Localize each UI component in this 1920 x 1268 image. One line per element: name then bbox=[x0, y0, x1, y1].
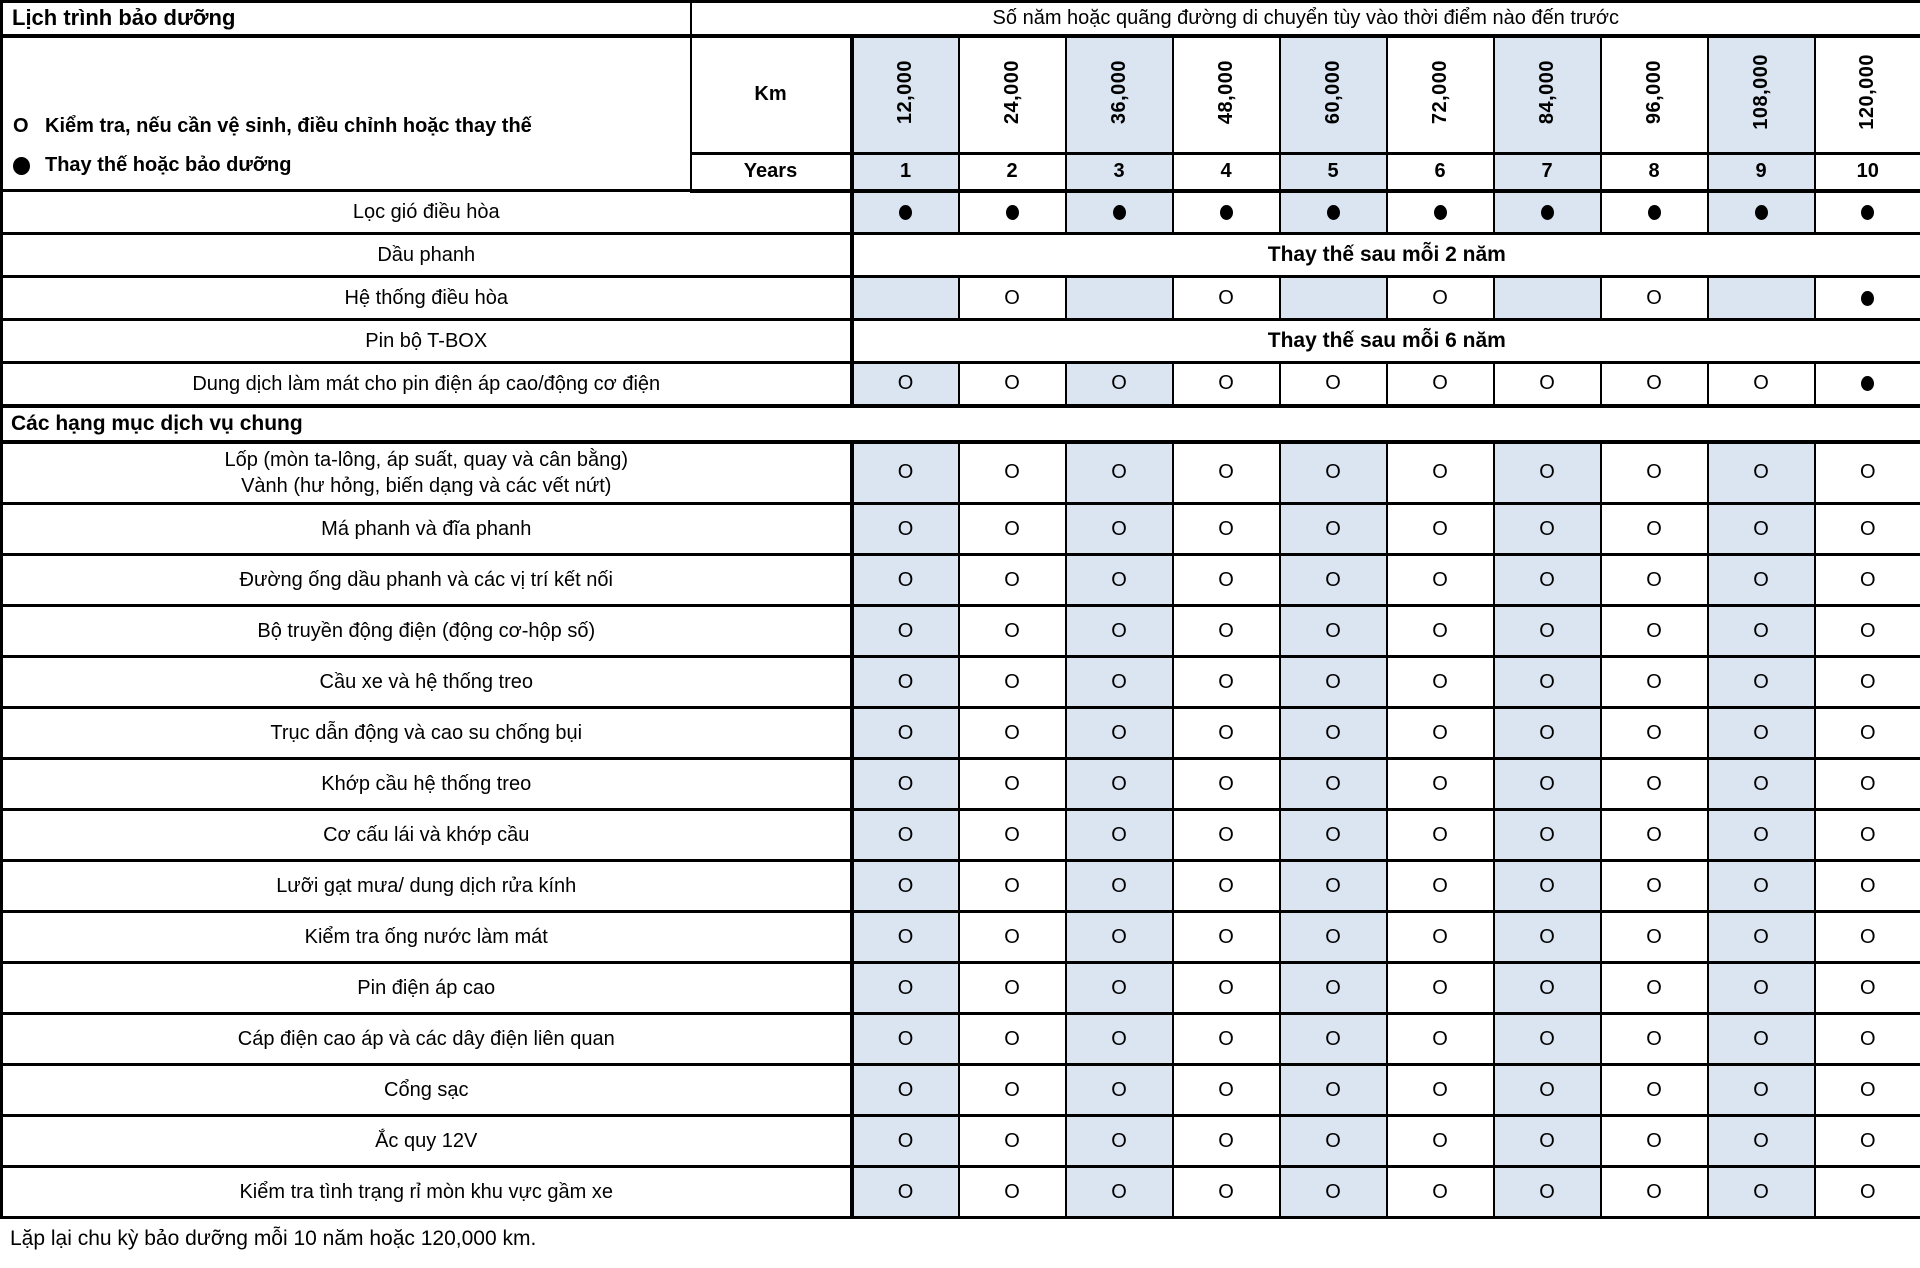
schedule-cell: O bbox=[1280, 555, 1387, 606]
schedule-cell: O bbox=[1494, 606, 1601, 657]
schedule-cell: O bbox=[1173, 277, 1280, 320]
schedule-cell: O bbox=[1708, 363, 1815, 406]
schedule-cell: O bbox=[1173, 1014, 1280, 1065]
km-header-cell bbox=[959, 36, 1066, 154]
km-value-label: 12,000 bbox=[894, 59, 916, 124]
row-label: Ắc quy 12V bbox=[2, 1116, 852, 1167]
schedule-cell: O bbox=[1708, 1065, 1815, 1116]
km-value-label: 72,000 bbox=[1428, 59, 1451, 124]
schedule-cell: O bbox=[959, 1014, 1066, 1065]
row-label: Pin điện áp cao bbox=[2, 963, 852, 1014]
schedule-cell: O bbox=[1387, 708, 1494, 759]
replace-dot-icon bbox=[1327, 205, 1340, 220]
page-title: Lịch trình bảo dưỡng bbox=[2, 2, 691, 36]
schedule-row bbox=[2, 963, 1920, 1014]
schedule-cell bbox=[1494, 277, 1601, 320]
schedule-cell: O bbox=[1387, 363, 1494, 406]
schedule-cell: O bbox=[1815, 963, 1920, 1014]
schedule-cell: O bbox=[852, 504, 959, 555]
schedule-cell: O bbox=[852, 555, 959, 606]
schedule-cell bbox=[1494, 191, 1601, 234]
schedule-row bbox=[2, 657, 1920, 708]
schedule-cell: O bbox=[1066, 708, 1173, 759]
replace-dot-icon bbox=[1648, 205, 1661, 220]
schedule-cell: O bbox=[1708, 759, 1815, 810]
schedule-cell: O bbox=[1173, 810, 1280, 861]
schedule-row bbox=[2, 442, 1920, 504]
schedule-cell: O bbox=[1066, 1065, 1173, 1116]
schedule-cell: O bbox=[959, 504, 1066, 555]
schedule-cell: O bbox=[1601, 963, 1708, 1014]
schedule-cell: O bbox=[852, 963, 959, 1014]
schedule-cell: O bbox=[1494, 442, 1601, 504]
schedule-cell: O bbox=[1173, 1065, 1280, 1116]
schedule-cell: O bbox=[1280, 504, 1387, 555]
schedule-row bbox=[2, 861, 1920, 912]
km-header-cell bbox=[1708, 36, 1815, 154]
year-header-cell: 4 bbox=[1173, 154, 1280, 191]
schedule-cell: O bbox=[1387, 759, 1494, 810]
schedule-cell bbox=[1815, 191, 1920, 234]
years-label: Years bbox=[691, 154, 852, 191]
schedule-cell: O bbox=[1173, 363, 1280, 406]
title-row bbox=[2, 2, 1920, 36]
schedule-row bbox=[2, 555, 1920, 606]
schedule-cell: O bbox=[1494, 657, 1601, 708]
schedule-cell: O bbox=[1708, 555, 1815, 606]
schedule-cell: O bbox=[1066, 606, 1173, 657]
schedule-cell: O bbox=[1815, 1065, 1920, 1116]
schedule-cell: O bbox=[959, 963, 1066, 1014]
schedule-cell: O bbox=[1494, 363, 1601, 406]
schedule-cell: O bbox=[1066, 912, 1173, 963]
legend-cell bbox=[2, 36, 691, 191]
schedule-cell: O bbox=[1815, 1014, 1920, 1065]
replace-dot-icon bbox=[13, 157, 30, 175]
schedule-cell: O bbox=[1066, 861, 1173, 912]
section-header: Các hạng mục dịch vụ chung bbox=[2, 406, 1920, 442]
schedule-cell: O bbox=[959, 1116, 1066, 1167]
schedule-cell: O bbox=[1387, 657, 1494, 708]
schedule-cell: O bbox=[1708, 1167, 1815, 1218]
km-header-cell bbox=[1066, 36, 1173, 154]
schedule-cell: O bbox=[1708, 708, 1815, 759]
header-span: Số năm hoặc quãng đường di chuyển tùy vào thời điểm nào đến trước bbox=[691, 2, 1920, 36]
schedule-cell: O bbox=[1708, 1014, 1815, 1065]
schedule-cell: O bbox=[1815, 1116, 1920, 1167]
schedule-cell: O bbox=[852, 1014, 959, 1065]
replace-dot-icon bbox=[1861, 376, 1874, 391]
footer-note: Lặp lại chu kỳ bảo dưỡng mỗi 10 năm hoặc 120,000 km. bbox=[10, 1227, 537, 1250]
schedule-cell: O bbox=[1280, 810, 1387, 861]
km-header-cell bbox=[1387, 36, 1494, 154]
schedule-cell: O bbox=[1280, 963, 1387, 1014]
schedule-cell bbox=[852, 277, 959, 320]
schedule-cell: O bbox=[959, 912, 1066, 963]
schedule-cell: O bbox=[1387, 861, 1494, 912]
schedule-cell: O bbox=[1601, 1014, 1708, 1065]
schedule-cell: O bbox=[1173, 442, 1280, 504]
km-value-label: 60,000 bbox=[1321, 59, 1344, 124]
schedule-cell: O bbox=[852, 1167, 959, 1218]
schedule-cell: O bbox=[1815, 708, 1920, 759]
schedule-cell: O bbox=[959, 277, 1066, 320]
schedule-cell: O bbox=[1280, 1014, 1387, 1065]
schedule-cell: O bbox=[1815, 759, 1920, 810]
schedule-cell: O bbox=[1601, 606, 1708, 657]
schedule-cell: O bbox=[1494, 810, 1601, 861]
schedule-cell: O bbox=[959, 1167, 1066, 1218]
schedule-cell: O bbox=[1708, 504, 1815, 555]
schedule-row bbox=[2, 504, 1920, 555]
schedule-cell bbox=[1280, 277, 1387, 320]
legend-inspect-text: Kiểm tra, nếu cần vệ sinh, điều chỉnh hoặc thay thế bbox=[45, 115, 532, 137]
schedule-cell: O bbox=[1708, 810, 1815, 861]
schedule-cell: O bbox=[1173, 657, 1280, 708]
km-header-cell bbox=[1494, 36, 1601, 154]
schedule-cell: O bbox=[1280, 363, 1387, 406]
schedule-cell: O bbox=[1280, 708, 1387, 759]
legend-replace-text: Thay thế hoặc bảo dưỡng bbox=[45, 154, 292, 176]
schedule-cell bbox=[1708, 277, 1815, 320]
schedule-cell: O bbox=[1173, 504, 1280, 555]
row-label: Bộ truyền động điện (động cơ-hộp số) bbox=[2, 606, 852, 657]
schedule-cell: O bbox=[1387, 810, 1494, 861]
schedule-cell: O bbox=[1173, 555, 1280, 606]
schedule-cell: O bbox=[1387, 606, 1494, 657]
schedule-cell: O bbox=[1601, 1167, 1708, 1218]
schedule-cell: O bbox=[1494, 1167, 1601, 1218]
schedule-cell: O bbox=[959, 657, 1066, 708]
schedule-cell: O bbox=[1601, 277, 1708, 320]
schedule-cell: O bbox=[1815, 810, 1920, 861]
schedule-cell: O bbox=[1815, 504, 1920, 555]
schedule-cell: O bbox=[1494, 1014, 1601, 1065]
year-header-cell: 7 bbox=[1494, 154, 1601, 191]
schedule-row bbox=[2, 277, 1920, 320]
schedule-row bbox=[2, 1065, 1920, 1116]
schedule-cell: O bbox=[852, 442, 959, 504]
schedule-cell: O bbox=[852, 1116, 959, 1167]
section-header-row bbox=[2, 406, 1920, 442]
schedule-row bbox=[2, 708, 1920, 759]
row-label: Cổng sạc bbox=[2, 1065, 852, 1116]
schedule-cell: O bbox=[1387, 1065, 1494, 1116]
schedule-cell: O bbox=[1494, 912, 1601, 963]
replace-dot-icon bbox=[1541, 205, 1554, 220]
schedule-cell: O bbox=[1066, 363, 1173, 406]
schedule-cell: O bbox=[1066, 759, 1173, 810]
km-header-cell bbox=[852, 36, 959, 154]
row-label: Cơ cấu lái và khớp cầu bbox=[2, 810, 852, 861]
schedule-cell: O bbox=[1601, 912, 1708, 963]
schedule-cell: O bbox=[1280, 657, 1387, 708]
schedule-row bbox=[2, 606, 1920, 657]
schedule-row bbox=[2, 759, 1920, 810]
row-label: Lọc gió điều hòa bbox=[2, 191, 852, 234]
schedule-cell: O bbox=[852, 912, 959, 963]
schedule-cell bbox=[852, 191, 959, 234]
schedule-cell: O bbox=[852, 1065, 959, 1116]
schedule-cell: O bbox=[852, 861, 959, 912]
schedule-cell: O bbox=[1494, 504, 1601, 555]
schedule-cell: O bbox=[1708, 606, 1815, 657]
schedule-cell: O bbox=[1280, 861, 1387, 912]
row-label: Kiểm tra ống nước làm mát bbox=[2, 912, 852, 963]
schedule-cell bbox=[1173, 191, 1280, 234]
schedule-cell: O bbox=[1494, 708, 1601, 759]
row-label: Dung dịch làm mát cho pin điện áp cao/động cơ điện bbox=[2, 363, 852, 406]
legend-replace-line bbox=[13, 154, 690, 177]
schedule-cell: O bbox=[1815, 1167, 1920, 1218]
schedule-cell: O bbox=[1066, 810, 1173, 861]
legend-replace-symbol bbox=[13, 157, 45, 175]
schedule-cell: O bbox=[1601, 504, 1708, 555]
schedule-cell bbox=[1708, 191, 1815, 234]
schedule-cell: O bbox=[1387, 555, 1494, 606]
schedule-cell: O bbox=[1815, 442, 1920, 504]
schedule-cell bbox=[1387, 191, 1494, 234]
schedule-cell: O bbox=[1066, 555, 1173, 606]
schedule-cell: O bbox=[1601, 555, 1708, 606]
schedule-cell: O bbox=[1387, 963, 1494, 1014]
km-header-cell bbox=[1601, 36, 1708, 154]
row-label: Trục dẫn động và cao su chống bụi bbox=[2, 708, 852, 759]
replace-dot-icon bbox=[1861, 291, 1874, 306]
year-header-cell: 10 bbox=[1815, 154, 1920, 191]
schedule-cell: O bbox=[852, 759, 959, 810]
schedule-cell: O bbox=[1173, 606, 1280, 657]
schedule-cell: O bbox=[852, 363, 959, 406]
row-label: Cáp điện cao áp và các dây điện liên quan bbox=[2, 1014, 852, 1065]
schedule-cell: O bbox=[852, 657, 959, 708]
km-header-cell bbox=[1815, 36, 1920, 154]
schedule-cell: O bbox=[959, 442, 1066, 504]
row-label: Khớp cầu hệ thống treo bbox=[2, 759, 852, 810]
schedule-row bbox=[2, 234, 1920, 277]
schedule-cell: O bbox=[1280, 442, 1387, 504]
schedule-cell: O bbox=[1066, 1167, 1173, 1218]
schedule-cell: O bbox=[1708, 442, 1815, 504]
schedule-cell: O bbox=[1708, 861, 1815, 912]
schedule-cell: O bbox=[1494, 555, 1601, 606]
schedule-cell: O bbox=[1066, 442, 1173, 504]
schedule-cell: O bbox=[1708, 657, 1815, 708]
schedule-cell: O bbox=[1387, 912, 1494, 963]
schedule-cell: O bbox=[1494, 1116, 1601, 1167]
schedule-cell: O bbox=[1173, 759, 1280, 810]
schedule-cell: O bbox=[1601, 708, 1708, 759]
schedule-cell: O bbox=[1601, 759, 1708, 810]
schedule-cell: O bbox=[1708, 912, 1815, 963]
schedule-cell: O bbox=[1815, 555, 1920, 606]
km-header-cell bbox=[1173, 36, 1280, 154]
row-label: Má phanh và đĩa phanh bbox=[2, 504, 852, 555]
schedule-cell: O bbox=[1280, 606, 1387, 657]
merged-note-cell: Thay thế sau mỗi 2 năm bbox=[852, 234, 1920, 277]
schedule-cell: O bbox=[1601, 657, 1708, 708]
km-label: Km bbox=[691, 36, 852, 154]
schedule-cell: O bbox=[1815, 657, 1920, 708]
replace-dot-icon bbox=[1006, 205, 1019, 220]
km-value-label: 84,000 bbox=[1535, 59, 1558, 124]
replace-dot-icon bbox=[1113, 205, 1126, 220]
schedule-cell: O bbox=[1066, 1014, 1173, 1065]
schedule-cell: O bbox=[1280, 759, 1387, 810]
schedule-cell: O bbox=[1387, 277, 1494, 320]
schedule-cell: O bbox=[1066, 504, 1173, 555]
merged-note-cell: Thay thế sau mỗi 6 năm bbox=[852, 320, 1920, 363]
schedule-cell: O bbox=[1173, 912, 1280, 963]
schedule-cell: O bbox=[1494, 759, 1601, 810]
schedule-cell: O bbox=[1601, 1065, 1708, 1116]
schedule-body bbox=[2, 191, 1920, 1218]
schedule-row bbox=[2, 1167, 1920, 1218]
km-value-label: 24,000 bbox=[1000, 59, 1023, 124]
row-label bbox=[2, 442, 852, 504]
schedule-cell: O bbox=[1815, 912, 1920, 963]
km-value-label: 36,000 bbox=[1107, 59, 1130, 124]
year-header-cell: 2 bbox=[959, 154, 1066, 191]
row-label: Lưỡi gạt mưa/ dung dịch rửa kính bbox=[2, 861, 852, 912]
schedule-row bbox=[2, 363, 1920, 406]
km-header-row bbox=[2, 36, 1920, 154]
year-header-cell: 1 bbox=[852, 154, 959, 191]
schedule-cell: O bbox=[1494, 861, 1601, 912]
inspect-symbol: O bbox=[13, 115, 29, 137]
schedule-cell: O bbox=[1066, 1116, 1173, 1167]
schedule-cell: O bbox=[959, 1065, 1066, 1116]
schedule-cell: O bbox=[1387, 442, 1494, 504]
schedule-cell bbox=[1066, 277, 1173, 320]
year-header-cell: 8 bbox=[1601, 154, 1708, 191]
schedule-cell: O bbox=[959, 708, 1066, 759]
replace-dot-icon bbox=[1755, 205, 1768, 220]
schedule-cell: O bbox=[852, 606, 959, 657]
schedule-cell: O bbox=[1066, 963, 1173, 1014]
schedule-cell bbox=[1601, 191, 1708, 234]
row-label: Đường ống dầu phanh và các vị trí kết nối bbox=[2, 555, 852, 606]
row-label-line: Lốp (mòn ta-lông, áp suất, quay và cân bằng) bbox=[224, 448, 629, 471]
schedule-cell bbox=[1815, 363, 1920, 406]
year-header-cell: 9 bbox=[1708, 154, 1815, 191]
replace-dot-icon bbox=[899, 205, 912, 220]
replace-dot-icon bbox=[1861, 205, 1874, 220]
schedule-cell: O bbox=[852, 810, 959, 861]
row-label: Hệ thống điều hòa bbox=[2, 277, 852, 320]
schedule-row bbox=[2, 320, 1920, 363]
replace-dot-icon bbox=[1220, 205, 1233, 220]
schedule-row bbox=[2, 810, 1920, 861]
schedule-cell: O bbox=[1173, 861, 1280, 912]
schedule-cell: O bbox=[1387, 1167, 1494, 1218]
schedule-row bbox=[2, 191, 1920, 234]
schedule-cell: O bbox=[1280, 1167, 1387, 1218]
schedule-cell: O bbox=[1066, 657, 1173, 708]
year-header-cell: 6 bbox=[1387, 154, 1494, 191]
schedule-cell: O bbox=[1708, 1116, 1815, 1167]
schedule-cell: O bbox=[1173, 708, 1280, 759]
schedule-cell: O bbox=[1494, 1065, 1601, 1116]
schedule-cell: O bbox=[1387, 504, 1494, 555]
schedule-cell bbox=[959, 191, 1066, 234]
schedule-cell bbox=[1066, 191, 1173, 234]
schedule-cell: O bbox=[1815, 606, 1920, 657]
schedule-cell: O bbox=[1387, 1014, 1494, 1065]
schedule-cell: O bbox=[959, 606, 1066, 657]
schedule-cell: O bbox=[1173, 1116, 1280, 1167]
legend-inspect-line bbox=[13, 115, 690, 138]
schedule-cell: O bbox=[1280, 1116, 1387, 1167]
schedule-cell: O bbox=[1601, 810, 1708, 861]
schedule-cell bbox=[1280, 191, 1387, 234]
row-label: Pin bộ T-BOX bbox=[2, 320, 852, 363]
row-label: Dầu phanh bbox=[2, 234, 852, 277]
schedule-cell: O bbox=[1601, 442, 1708, 504]
schedule-row bbox=[2, 1116, 1920, 1167]
row-label-line: Vành (hư hỏng, biến dạng và các vết nứt) bbox=[241, 474, 612, 497]
year-header-cell: 5 bbox=[1280, 154, 1387, 191]
schedule-cell: O bbox=[1601, 1116, 1708, 1167]
schedule-cell: O bbox=[959, 363, 1066, 406]
schedule-cell: O bbox=[959, 810, 1066, 861]
schedule-cell: O bbox=[1387, 1116, 1494, 1167]
km-value-label: 108,000 bbox=[1749, 53, 1772, 130]
schedule-cell: O bbox=[959, 555, 1066, 606]
km-header-cell bbox=[1280, 36, 1387, 154]
km-value-label: 120,000 bbox=[1856, 53, 1879, 130]
schedule-cell: O bbox=[1173, 1167, 1280, 1218]
schedule-row bbox=[2, 1014, 1920, 1065]
schedule-cell: O bbox=[959, 759, 1066, 810]
schedule-row bbox=[2, 912, 1920, 963]
schedule-cell: O bbox=[1173, 963, 1280, 1014]
schedule-cell: O bbox=[959, 861, 1066, 912]
schedule-cell: O bbox=[1494, 963, 1601, 1014]
year-header-cell: 3 bbox=[1066, 154, 1173, 191]
schedule-cell bbox=[1815, 277, 1920, 320]
km-value-label: 48,000 bbox=[1214, 59, 1237, 124]
schedule-cell: O bbox=[1708, 963, 1815, 1014]
schedule-cell: O bbox=[1815, 861, 1920, 912]
replace-dot-icon bbox=[1434, 205, 1447, 220]
schedule-cell: O bbox=[1601, 861, 1708, 912]
schedule-cell: O bbox=[1280, 912, 1387, 963]
row-label: Kiểm tra tình trạng rỉ mòn khu vực gầm xe bbox=[2, 1167, 852, 1218]
schedule-cell: O bbox=[1280, 1065, 1387, 1116]
schedule-cell: O bbox=[852, 708, 959, 759]
km-value-label: 96,000 bbox=[1642, 59, 1665, 124]
row-label: Cầu xe và hệ thống treo bbox=[2, 657, 852, 708]
schedule-cell: O bbox=[1601, 363, 1708, 406]
